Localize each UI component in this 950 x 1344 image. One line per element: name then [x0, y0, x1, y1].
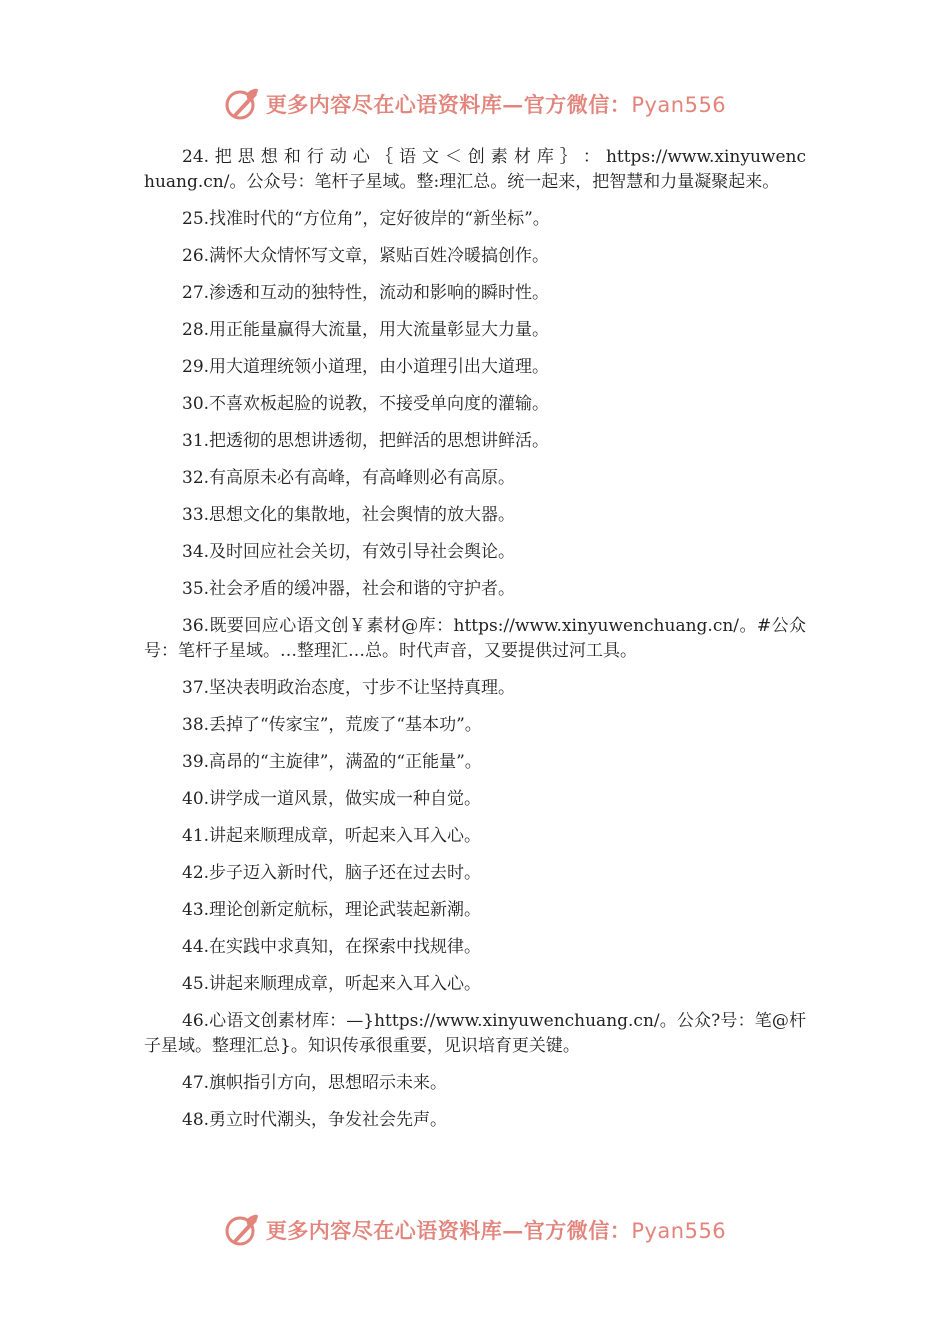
list-item: 25.找准时代的“方位角”，定好彼岸的“新坐标”。: [182, 209, 550, 229]
list-item: 41.讲起来顺理成章，听起来入耳入心。: [182, 826, 482, 846]
list-item: 42.步子迈入新时代，脑子还在过去时。: [182, 863, 482, 883]
list-item: 48.勇立时代潮头，争发社会先声。: [182, 1110, 448, 1130]
list-item: 37.坚决表明政治态度，寸步不让坚持真理。: [182, 678, 516, 698]
list-item: 46.心语文创素材库：—}https://www.xinyuwenchuang.cn/。公众?号：笔@杆子星域。整理汇总}。知识传承很重要，见识培育更关键。: [144, 1011, 806, 1056]
list-item: 36.既要回应心语文创￥素材@库：https://www.xinyuwenchuang.cn/。#公众号：笔杆子星域。…整理汇…总。时代声音，又要提供过河工具。: [144, 616, 806, 661]
footer-banner: [0, 1208, 950, 1252]
document-body: [144, 145, 806, 1145]
header-wechat-id: Pyan556: [631, 93, 727, 117]
footer-banner-text: 更多内容尽在心语资料库—官方微信：Pyan556: [265, 1218, 727, 1243]
list-item: 31.把透彻的思想讲透彻，把鲜活的思想讲鲜活。: [182, 431, 550, 451]
list-item: 35.社会矛盾的缓冲器，社会和谐的守护者。: [182, 579, 516, 599]
list-item: 33.思想文化的集散地，社会舆情的放大器。: [182, 505, 516, 525]
list-item: 24. 把 思 想 和 行 动 心 ｛ 语 文 ＜ 创 素 材 库 ｝ ： https://www.xinyuwenchuang.cn/。公众号：笔杆子星域。整:理汇总。统一起来，把智慧和力量凝聚起来。: [144, 147, 806, 192]
header-banner: [0, 82, 950, 126]
footer-wechat-id: Pyan556: [631, 1219, 727, 1243]
list-item: 43.理论创新定航标，理论武装起新潮。: [182, 900, 482, 920]
list-item: 38.丢掉了“传家宝”，荒废了“基本功”。: [182, 715, 482, 735]
list-item: 27.渗透和互动的独特性，流动和影响的瞬时性。: [182, 283, 550, 303]
list-item: 29.用大道理统领小道理，由小道理引出大道理。: [182, 357, 550, 377]
quill-pen-logo-icon: [224, 86, 260, 122]
header-banner-text: 更多内容尽在心语资料库—官方微信：Pyan556: [265, 92, 727, 117]
list-item: 40.讲学成一道风景，做实成一种自觉。: [182, 789, 482, 809]
list-item: 45.讲起来顺理成章，听起来入耳入心。: [182, 974, 482, 994]
list-item: 32.有高原未必有高峰，有高峰则必有高原。: [182, 468, 516, 488]
list-item: 28.用正能量赢得大流量，用大流量彰显大力量。: [182, 320, 550, 340]
list-item: 47.旗帜指引方向，思想昭示未来。: [182, 1073, 448, 1093]
quill-pen-logo-icon: [224, 1212, 260, 1248]
list-item: 26.满怀大众情怀写文章，紧贴百姓冷暖搞创作。: [182, 246, 550, 266]
list-item: 30.不喜欢板起脸的说教，不接受单向度的灌输。: [182, 394, 550, 414]
list-item: 44.在实践中求真知，在探索中找规律。: [182, 937, 482, 957]
list-item: 39.高昂的“主旋律”，满盈的“正能量”。: [182, 752, 482, 772]
list-item: 34.及时回应社会关切，有效引导社会舆论。: [182, 542, 516, 562]
